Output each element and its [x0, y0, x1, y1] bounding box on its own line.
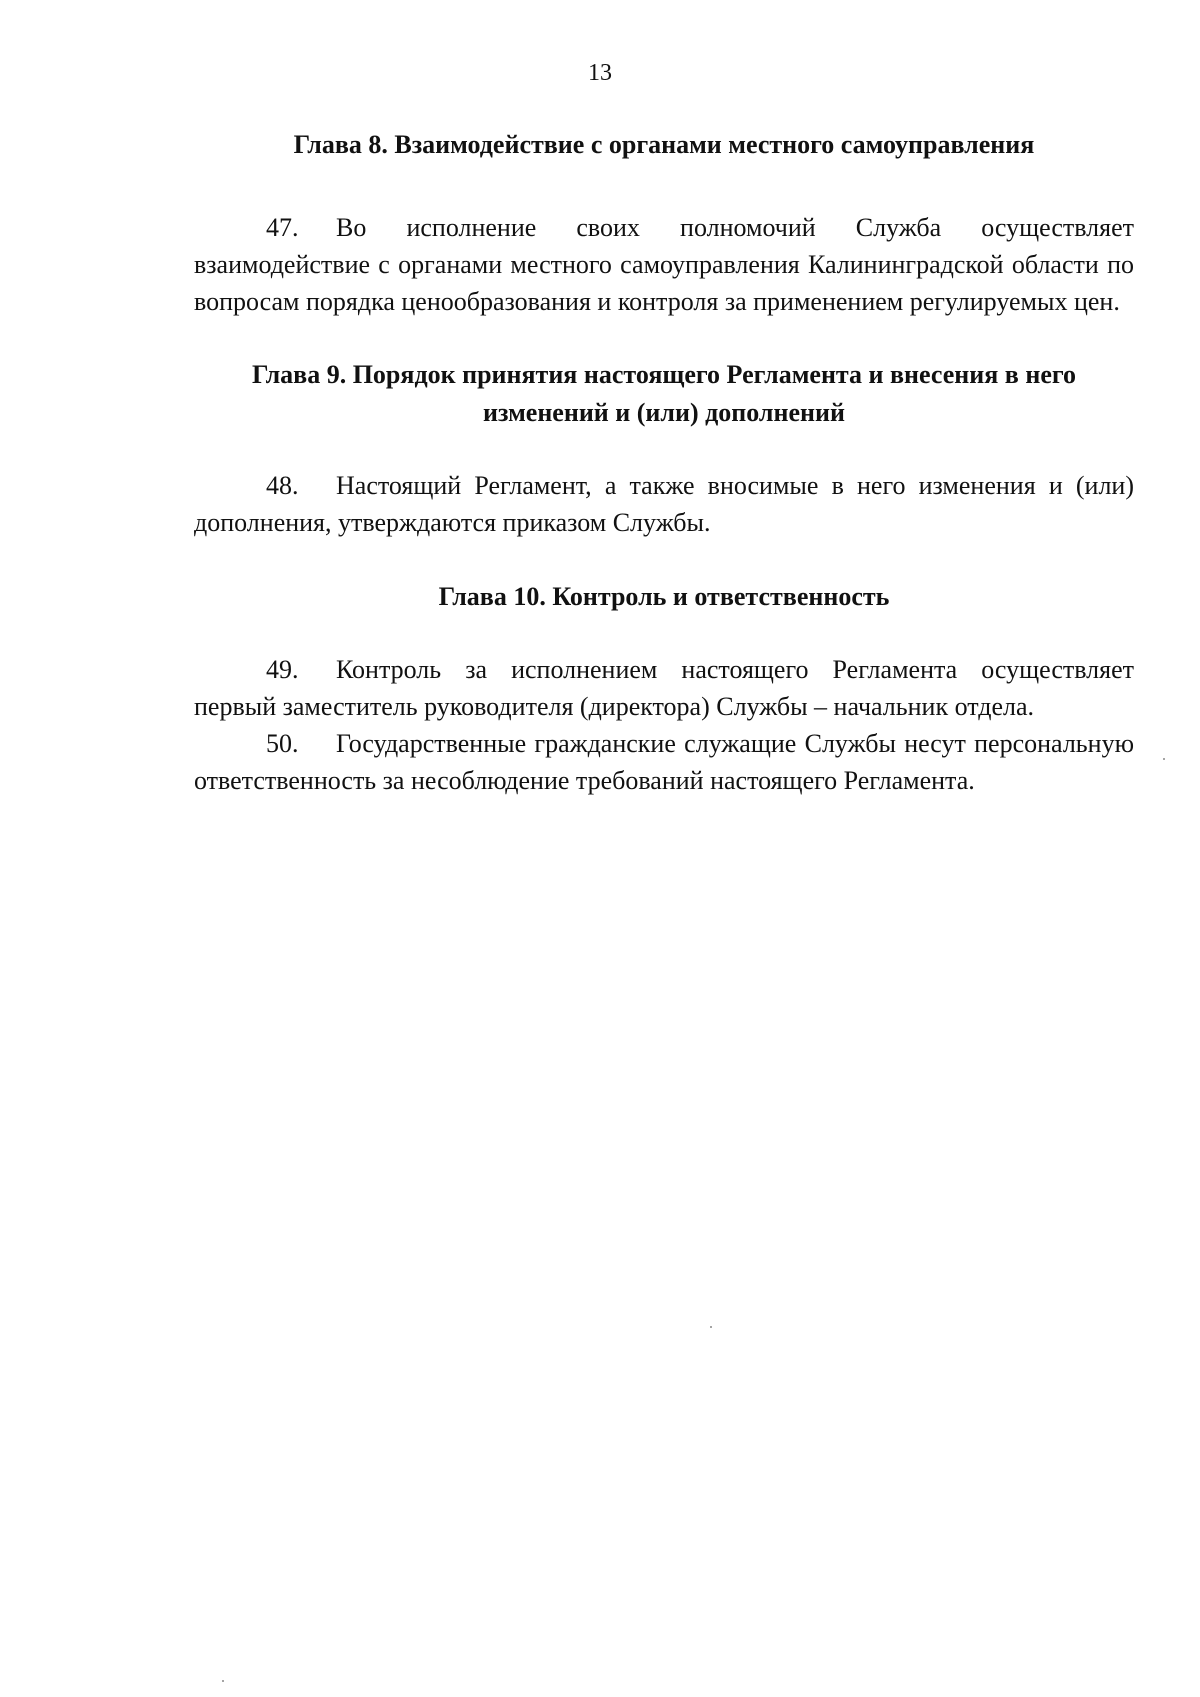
paragraph-50: [194, 725, 1134, 799]
paragraph-49-text: Контроль за исполнением настоящего Регламента осуществляет первый заместитель руководителя (директора) Службы – начальник отдела.: [194, 655, 1134, 721]
scan-speck: [222, 1680, 224, 1682]
chapter-10-heading: Глава 10. Контроль и ответственность: [438, 582, 890, 611]
paragraph-49-number: 49.: [266, 655, 299, 684]
paragraph-50-text: Государственные гражданские служащие Службы несут персональную ответственность за несоблюдение требований настоящего Регламента.: [194, 729, 1134, 795]
paragraph-49: [194, 651, 1134, 725]
paragraph-48-number: 48.: [266, 471, 299, 500]
chapter-9-heading: Глава 9. Порядок принятия настоящего Регламента и внесения в него изменений и (или) дополнений: [251, 360, 1077, 427]
paragraph-47-text: Во исполнение своих полномочий Служба осуществляет взаимодействие с органами местного самоуправления Калининградской области по вопросам порядка ценообразования и контроля за применением регулируемых цен.: [194, 213, 1134, 316]
chapter-8-heading: Глава 8. Взаимодействие с органами местного самоуправления: [293, 130, 1035, 159]
paragraph-48-text: Настоящий Регламент, а также вносимые в него изменения и (или) дополнения, утверждаются приказом Службы.: [194, 471, 1134, 537]
paragraph-47: [194, 209, 1134, 320]
page-number: 13: [588, 60, 612, 86]
document-body: [194, 126, 1134, 799]
paragraph-47-number: 47.: [266, 213, 299, 242]
paragraph-48: [194, 467, 1134, 541]
paragraph-50-number: 50.: [266, 729, 299, 758]
scan-speck: [710, 1326, 712, 1328]
scan-speck: [1163, 758, 1165, 760]
